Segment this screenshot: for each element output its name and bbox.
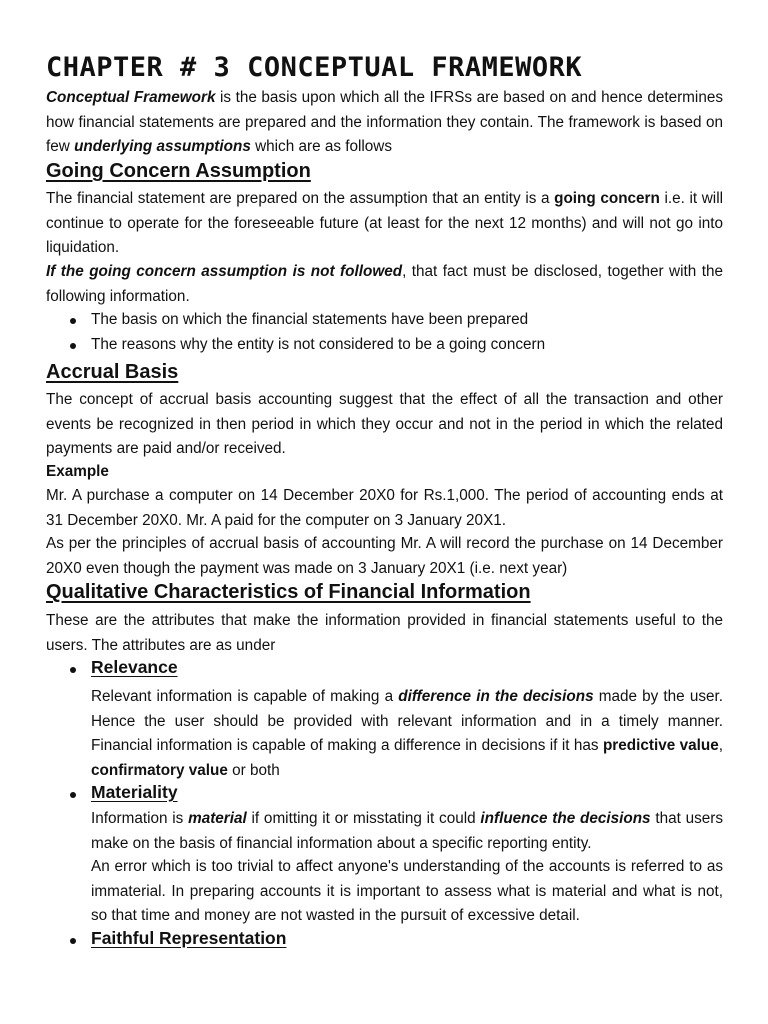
going-concern-paragraph-2 <box>46 260 723 309</box>
going-concern-bullet-1: The basis on which the financial statements have been prepared <box>91 311 529 328</box>
mat-text-c: if omitting it or misstating it could <box>246 810 481 827</box>
term-material: material <box>188 810 247 827</box>
rel-text-e: , <box>718 737 723 754</box>
qualitative-heading: Qualitative Characteristics of Financial Information <box>46 581 531 603</box>
rel-text-c: made by the user. Hence the user should be provided with relevant information and in a timely manner. Financial information is capable of making a difference in decisions if it has <box>91 688 723 754</box>
relevance-paragraph <box>91 685 723 783</box>
term-confirmatory-value: confirmatory value <box>91 761 228 779</box>
mat-text-e: that users make on the basis of financial information about a specific reporting entity. <box>91 810 724 852</box>
rel-text-a: Relevant information is capable of making a <box>91 688 399 705</box>
bullet-dot <box>70 938 76 944</box>
bullet-dot <box>70 667 76 673</box>
gc-not-followed: If the going concern assumption is not followed <box>46 263 403 280</box>
term-influence-the-decisions: influence the decisions <box>480 810 651 827</box>
intro-text: is the basis upon which all the IFRSs are based on and hence determines how financial statements are prepared and the information they contain. The framework is based on few <box>46 89 723 155</box>
accrual-basis-heading: Accrual Basis <box>46 361 179 383</box>
bullet-dot <box>70 343 76 349</box>
example-label: Example <box>46 463 109 480</box>
accrual-principle-paragraph: As per the principles of accrual basis of accounting Mr. A will record the purchase on 14 December 20X0 even though the payment was made on 3 January 20X1 (i.e. next year) <box>46 535 723 577</box>
going-concern-paragraph <box>46 187 723 261</box>
bullet-dot <box>70 318 76 324</box>
gc-text-c: i.e. it will continue to operate for the foreseeable future (at least for the next 12 months) and will not go into liquidation. <box>46 190 723 256</box>
term-underlying-assumptions: underlying assumptions <box>74 138 251 155</box>
going-concern-bullet-2: The reasons why the entity is not considered to be a going concern <box>91 336 546 353</box>
term-predictive-value: predictive value <box>602 737 719 754</box>
bullet-dot <box>70 792 76 798</box>
term-going-concern: going concern <box>554 190 660 207</box>
intro-paragraph <box>46 86 723 160</box>
term-difference-in-decisions: difference in the decisions <box>398 688 594 705</box>
gc-text-a: The financial statement are prepared on the assumption that an entity is a <box>46 190 555 207</box>
relevance-heading: Relevance <box>91 657 178 677</box>
going-concern-heading: Going Concern Assumption <box>46 160 311 182</box>
accrual-paragraph: The concept of accrual basis accounting suggest that the effect of all the transaction and other events be recognized in then period in which they occur and not in the period in which the related payments are paid and/or received. <box>46 391 723 457</box>
mat-text-a: Information is <box>91 810 189 827</box>
materiality-heading: Materiality <box>91 782 178 802</box>
intro-text-end: which are as follows <box>250 138 392 155</box>
example-paragraph: Mr. A purchase a computer on 14 December 20X0 for Rs.1,000. The period of accounting ends at 31 December 20X0. Mr. A paid for the computer on 3 January 20X1. <box>46 487 723 529</box>
materiality-paragraph-2: An error which is too trivial to affect anyone's understanding of the accounts is referred to as immaterial. In preparing accounts it is important to assess what is material and what is not, so that time and money are not wasted in the pursuit of excessive detail. <box>91 858 723 924</box>
materiality-paragraph <box>91 807 723 856</box>
chapter-title: CHAPTER # 3 CONCEPTUAL FRAMEWORK <box>46 52 583 83</box>
term-conceptual-framework: Conceptual Framework <box>46 89 216 106</box>
faithful-representation-heading: Faithful Representation <box>91 928 287 948</box>
rel-text-g: or both <box>227 761 280 779</box>
qualitative-paragraph: These are the attributes that make the information provided in financial statements useful to the users. The attributes are as under <box>46 612 723 654</box>
gc-text-2b: , that fact must be disclosed, together with the following information. <box>46 263 723 305</box>
